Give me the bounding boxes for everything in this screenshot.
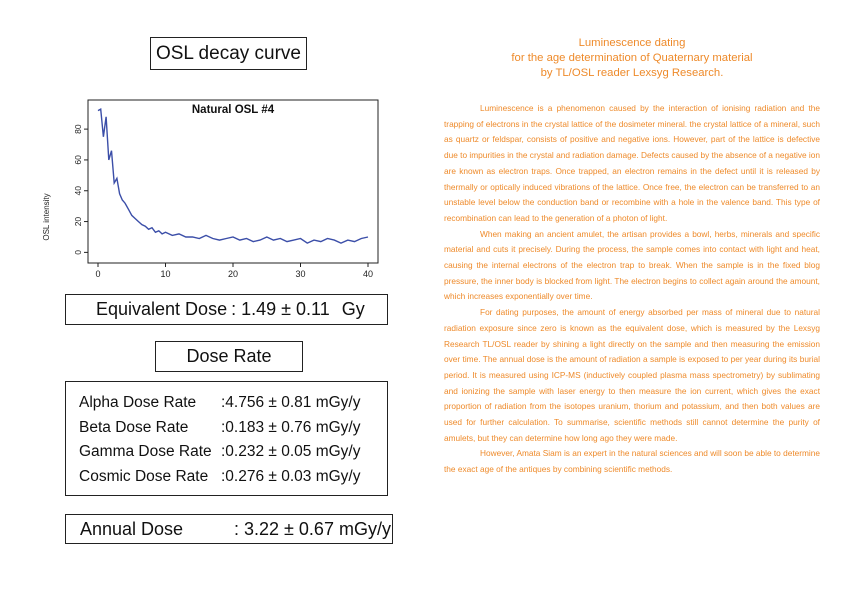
equivalent-dose-value: : 1.49 ± 0.11 xyxy=(231,299,330,319)
y-tick-label: 0 xyxy=(73,250,83,255)
equivalent-dose-unit: Gy xyxy=(341,299,365,319)
article-paragraph: Luminescence is a phenomenon caused by the interaction of ionising radiation and the trapping of electrons in the crystal lattice of the dosimeter mineral. the crystal lattice of a mineral, such as quartz or feldspar, consists of positive and negative ions. However, part of the lattice is defective due to impurities in the crystal and radiation damage. Defects caused by the absence of a negative ion are known as electron traps. Once trapped, an electron remains in the defect until it is released by thermally or optically induced vibrations of the lattice. Once free, the electron can be transferred to an unstable level below the conduction band or recombine with a hole in the valence band. This type of recombination can lead to the generation of a photon of light. xyxy=(444,103,820,223)
article-body xyxy=(444,101,820,478)
chart-y-axis-label: OSL intensity xyxy=(42,193,51,241)
dose-rate-table xyxy=(65,381,388,496)
dose-rate-value: :4.756 ± 0.81 mGy/y xyxy=(221,394,361,412)
article-paragraph: For dating purposes, the amount of energy absorbed per mass of mineral due to natural radiation exposure since zero is known as the equivalent dose, which is measured by the Lexsyg Research TL/OSL reader by shining a light directly on the sample and then measuring the emission over time. The annual dose is the amount of radiation a sample is exposed to per year during its burial period. It is measured using ICP-MS (inductively coupled plasma mass spectrometry) by sublimating and ionizing the sample with laser energy to then measure the ion current, which gives the exact proportion of radiation from the isotopes uranium, thorium and potassium, and then both values are used for further calculation. To summarise, scientific methods still cannot determine the purity of amulets, but they can determine how long ago they were made. xyxy=(444,307,820,443)
dose-rate-label: Beta Dose Rate xyxy=(79,418,189,436)
osl-decay-chart xyxy=(30,92,385,282)
article-heading-line: for the age determination of Quaternary material xyxy=(511,52,753,64)
chart-plot-title: Natural OSL #4 xyxy=(191,104,275,116)
annual-dose-box xyxy=(65,514,393,544)
chart-title-box-text: OSL decay curve xyxy=(155,42,302,64)
article-paragraph: However, Amata Siam is an expert in the natural sciences and will soon be able to determine the exact age of the antiques by combining scientific methods. xyxy=(444,448,820,475)
annual-dose-value: : 3.22 ± 0.67 mGy/y xyxy=(234,518,391,539)
dose-rate-label: Alpha Dose Rate xyxy=(79,394,197,412)
article-heading-line: Luminescence dating xyxy=(578,37,686,49)
dose-rate-label: Gamma Dose Rate xyxy=(79,443,212,461)
x-tick-label: 40 xyxy=(362,269,374,279)
equivalent-dose-box xyxy=(65,294,388,325)
y-tick-label: 20 xyxy=(73,216,83,227)
annual-dose-label: Annual Dose xyxy=(80,518,184,539)
article-heading xyxy=(444,36,820,81)
dose-rate-title: Dose Rate xyxy=(186,346,272,366)
chart-axes xyxy=(73,124,373,279)
dose-rate-row-alpha xyxy=(66,391,387,416)
osl-series-line xyxy=(98,109,368,243)
y-tick-label: 40 xyxy=(73,186,83,196)
dose-rate-row-gamma xyxy=(66,440,387,465)
chart-title-box xyxy=(150,37,307,70)
equivalent-dose-label: Equivalent Dose xyxy=(96,299,228,319)
plot-frame xyxy=(88,100,378,263)
dose-rate-label: Cosmic Dose Rate xyxy=(79,467,209,485)
x-tick-label: 30 xyxy=(295,269,306,279)
dose-rate-value: :0.276 ± 0.03 mGy/y xyxy=(221,467,361,485)
x-tick-label: 20 xyxy=(227,269,239,279)
y-tick-label: 80 xyxy=(73,124,83,134)
article-heading-line: by TL/OSL reader Lexsyg Research. xyxy=(540,67,724,79)
dose-rate-row-cosmic xyxy=(66,465,387,490)
x-tick-label: 10 xyxy=(160,269,171,279)
dose-rate-value: :0.232 ± 0.05 mGy/y xyxy=(221,443,361,461)
article-paragraph: When making an ancient amulet, the artisan provides a bowl, herbs, minerals and specific material and cuts it precisely. During the process, the sample comes into contact with light and heat, causing the internal electrons of the electron trap to break. When the sample is in the fixed blog pressure, the inner body is blocked from light. The electron begins to collect again around the amount, which increases exponentially over time. xyxy=(444,228,820,302)
y-tick-label: 60 xyxy=(73,155,83,165)
dose-rate-value: :0.183 ± 0.76 mGy/y xyxy=(221,418,361,436)
dose-rate-title-box xyxy=(155,341,303,372)
x-tick-label: 0 xyxy=(95,269,101,279)
dose-rate-row-beta xyxy=(66,416,387,441)
article-column xyxy=(444,36,820,478)
